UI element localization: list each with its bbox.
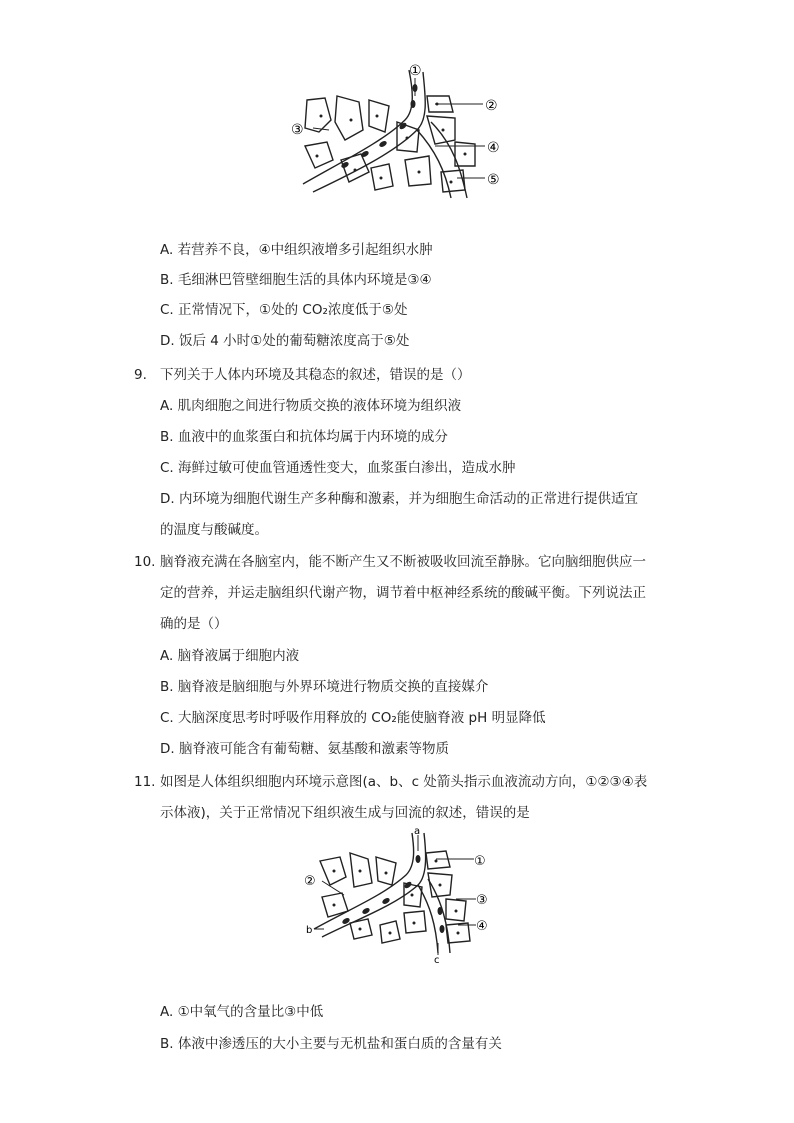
label-4: ④ bbox=[476, 919, 488, 934]
label-1: ① bbox=[409, 63, 422, 79]
q11-number: 11. bbox=[134, 774, 156, 790]
label-b: b bbox=[306, 925, 313, 936]
q9-number: 9. bbox=[134, 367, 147, 383]
q10-option-d: D. 脑脊液可能含有葡萄糖、氨基酸和激素等物质 bbox=[160, 741, 449, 757]
label-1: ① bbox=[474, 854, 486, 869]
q10-stem-line3: 确的是（） bbox=[160, 616, 228, 632]
label-a: a bbox=[414, 826, 421, 837]
q10-number: 10. bbox=[134, 554, 156, 570]
q9-option-a: A. 肌肉细胞之间进行物质交换的液体环境为组织液 bbox=[160, 398, 462, 414]
q8-option-b: B. 毛细淋巴管壁细胞生活的具体内环境是③④ bbox=[160, 272, 432, 288]
label-3: ③ bbox=[476, 893, 488, 908]
label-c: c bbox=[434, 955, 440, 965]
q9-option-d: D. 内环境为细胞代谢生产多种酶和激素，并为细胞生命活动的正常进行提供适宜 bbox=[160, 491, 638, 507]
q11-option-a: A. ①中氧气的含量比③中低 bbox=[160, 1004, 324, 1020]
q9-option-c: C. 海鲜过敏可使血管通透性变大，血浆蛋白渗出，造成水肿 bbox=[160, 460, 516, 476]
label-5: ⑤ bbox=[487, 172, 500, 188]
q8-option-c: C. 正常情况下，①处的 CO₂浓度低于⑤处 bbox=[160, 302, 408, 318]
label-2: ② bbox=[485, 98, 498, 114]
q11-stem-line2: 示体液)，关于正常情况下组织液生成与回流的叙述，错误的是 bbox=[160, 805, 530, 821]
q9-stem: 下列关于人体内环境及其稳态的叙述，错误的是（） bbox=[160, 367, 471, 383]
q10-stem-line2: 定的营养，并运走脑组织代谢产物，调节着中枢神经系统的酸碱平衡。下列说法正 bbox=[160, 585, 646, 601]
q10-stem-line1: 脑脊液充满在各脑室内，能不断产生又不断被吸收回流至静脉。它向脑细胞供应一 bbox=[160, 554, 646, 570]
q10-option-c: C. 大脑深度思考时呼吸作用释放的 CO₂能使脑脊液 pH 明显降低 bbox=[160, 710, 546, 726]
label-3: ③ bbox=[291, 122, 304, 138]
label-4: ④ bbox=[487, 140, 500, 156]
tissue-diagram-1 bbox=[285, 60, 515, 200]
q11-stem-line1: 如图是人体组织细胞内环境示意图(a、b、c 处箭头指示血液流动方向，①②③④表 bbox=[160, 774, 648, 790]
q8-option-d: D. 饭后 4 小时①处的葡萄糖浓度高于⑤处 bbox=[160, 333, 410, 349]
q10-option-b: B. 脑脊液是脑细胞与外界环境进行物质交换的直接媒介 bbox=[160, 679, 489, 695]
q9-option-b: B. 血液中的血浆蛋白和抗体均属于内环境的成分 bbox=[160, 429, 448, 445]
label-2: ② bbox=[304, 874, 316, 889]
q9-option-d-cont: 的温度与酸碱度。 bbox=[160, 522, 268, 538]
q10-option-a: A. 脑脊液属于细胞内液 bbox=[160, 648, 300, 664]
q8-option-a: A. 若营养不良，④中组织液增多引起组织水肿 bbox=[160, 242, 433, 258]
q11-option-b: B. 体液中渗透压的大小主要与无机盐和蛋白质的含量有关 bbox=[160, 1036, 502, 1052]
tissue-diagram-2 bbox=[300, 825, 500, 965]
